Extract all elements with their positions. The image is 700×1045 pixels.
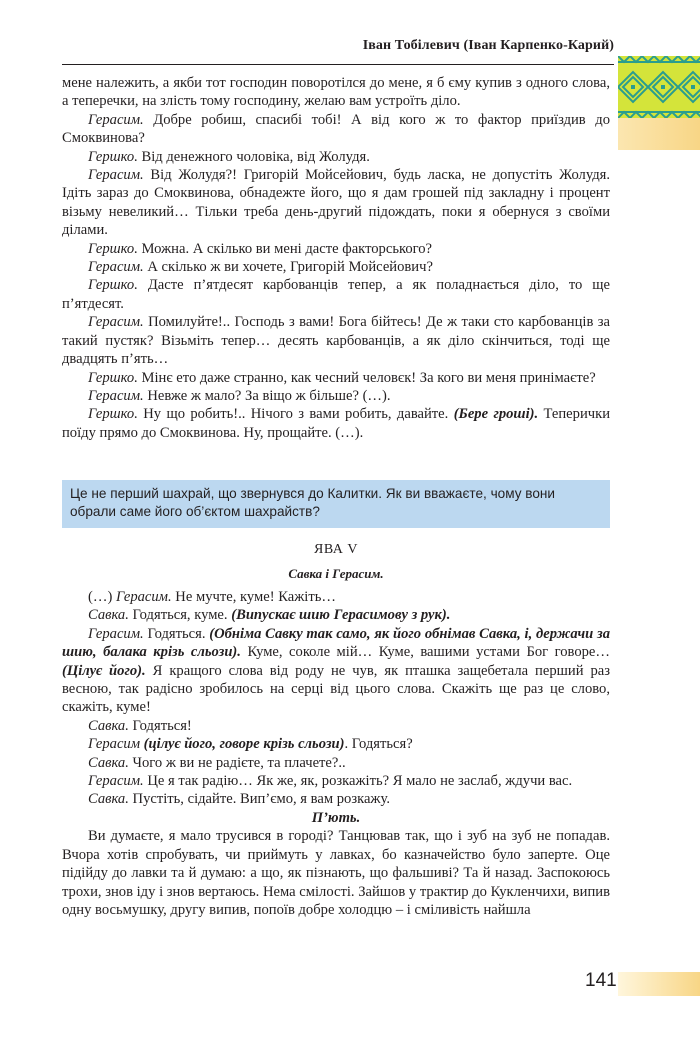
stage-remark: (Бере гроші). (453, 406, 539, 423)
speaker-name: Герасим. (88, 387, 144, 404)
stage-remark: (Випускає шию Герасимову з рук). (231, 607, 451, 624)
stage-remark: (Цілує його). (62, 662, 146, 679)
speaker-name: Савка. (88, 717, 129, 734)
dialogue-text: Від Жолудя?! Григорій Мойсейович, будь ласка, не допустіть Жолудя. Ідіть зараз до Смоквинова, обнадежте його, що я дам грошей під закладну і процент візьму невеликий… Тільки треба день-другий підождать, поки я обернуся з своїми ділами. (62, 167, 610, 239)
dialogue-text: Ну що робить!.. Нічого з вами робить, давайте. (137, 406, 454, 423)
dialogue-text: Чого ж ви не радієте, та плачете?.. (128, 754, 346, 771)
dialogue-text: Дасте п’ятдесят карбованців тепер, а як поладнається діло, то ще п’ятдесят. (62, 277, 610, 312)
speaker-name: Гершко. (88, 240, 138, 257)
header-rule (62, 64, 614, 65)
dialogue-text: Годяться, куме. (128, 607, 232, 624)
decorative-strip (618, 118, 700, 150)
question-box: Це не перший шахрай, що звернувся до Калитки. Як ви вважаєте, чому вони обрали саме його об’єктом шахрайств? (62, 480, 610, 528)
paragraph (62, 258, 610, 276)
dialogue-text: Не мучте, куме! Кажіть… (171, 589, 336, 605)
paragraph (62, 111, 610, 148)
dialogue-text: Це я так радію… Як же, як, розкажіть? Я мало не заслаб, ждучи вас. (143, 773, 573, 790)
paragraph (62, 387, 610, 405)
speaker-name: Гершко. (88, 406, 138, 423)
paragraph (62, 827, 610, 919)
paragraph (62, 772, 610, 790)
paragraph (62, 735, 610, 753)
paragraph (62, 754, 610, 772)
dialogue-text: А скілько ж ви хочете, Григорій Мойсейович? (143, 259, 433, 276)
page-number-strip (618, 972, 700, 996)
speaker-name: Герасим. (88, 773, 144, 790)
speaker-name: Савка. (88, 754, 129, 771)
dialogue-text: Мінє ето даже странно, как чесний человєк! За кого ви меня принімаєте? (137, 369, 596, 386)
dialogue-text: Від денежного чоловіка, від Жолудя. (137, 148, 370, 165)
paragraph (62, 240, 610, 258)
dialogue-text: Я кращого слова від роду не чув, як пташка защебетала перший раз весною, так радісно зробилось на серці від цього слова. Скажіть ще раз це слово, скажіть, куме! (62, 662, 611, 716)
paragraph (62, 74, 610, 111)
paragraph (62, 276, 610, 313)
speaker-name: Герасим (88, 736, 141, 753)
paragraph (62, 148, 610, 166)
paragraph (62, 625, 610, 717)
paragraph (62, 606, 610, 624)
dialogue-text: Невже ж мало? За віщо ж більше? (…). (143, 387, 391, 404)
stage-direction: П’ють. (311, 809, 361, 826)
paragraph (62, 717, 610, 735)
speaker-name: Гершко. (88, 369, 138, 386)
stage-remark: (Обніма Савку так само, як його обнімав Савка, і, держачи за шию, балака крізь сльози). (62, 625, 610, 661)
stage-remark: (цілує його, говоре крізь сльози) (140, 736, 345, 753)
text-block-top (62, 74, 610, 442)
dialogue-text: Годяться! (128, 717, 192, 734)
speaker-name: Герасим. (88, 314, 144, 331)
speaker-name: Герасим. (88, 111, 144, 128)
speaker-name: Герасим. (115, 589, 172, 605)
dialogue-text: Годяться. (143, 625, 210, 642)
dialogue-text: Можна. А скілько ви мені дасте факторського? (137, 240, 433, 257)
text-block-bottom (62, 588, 610, 919)
speaker-name: Савка. (88, 791, 129, 808)
paragraph (62, 790, 610, 808)
dialogue-text: (…) (88, 589, 116, 605)
speaker-name: Герасим. (88, 167, 144, 184)
scene-characters: Савка і Герасим. (288, 566, 384, 581)
paragraph (62, 313, 610, 368)
paragraph (62, 809, 610, 827)
paragraph (62, 405, 610, 442)
speaker-name: Герасим. (88, 259, 144, 276)
paragraph (62, 369, 610, 387)
dialogue-text: Добре робиш, спасибі тобі! А від кого ж то фактор приїздив до Смоквинова? (62, 111, 610, 147)
dialogue-text: Помилуйте!.. Господь з вами! Бога бійтесь! Де ж таки сто карбованців за такий пустяк? Візьміть тепер… десять карбованців, а як діло скінчиться, тоді ще двадцять п’ять… (62, 314, 610, 368)
paragraph (62, 166, 610, 240)
scene-title: ЯВА V (313, 542, 358, 557)
ornament-icon (618, 56, 700, 118)
speaker-name: Савка. (88, 607, 129, 624)
paragraph (62, 588, 610, 606)
dialogue-text: Теперички поїду прямо до Смоквинова. Ну, прощайте. (…). (62, 406, 611, 441)
running-title: Іван Тобілевич (Іван Карпенко-Карий) (362, 38, 614, 53)
dialogue-text: Куме, соколе мій… Куме, вашими устами Бог говоре… (240, 644, 611, 661)
dialogue-text: Ви думаєте, я мало трусився в городі? Танцював так, що і зуб на зуб не попадав. Вчора хотів спробувать, чи приймуть у лавках, бо казначейство було заперте. Оце підійду до лавки та й думаю: а що, як пізнають, що фальшиві? Та й назад. Заспокоюсь трохи, знов іду і знов вертаюсь. Нема смілості. Зайшов у трактир до Кукленчихи, випив одну восьмушку, другу випив, попоїв добре холодцю – і сміливість найшла (62, 828, 610, 918)
dialogue-text: . Годяться? (344, 736, 413, 753)
page-number: 141 (585, 970, 617, 991)
dialogue-text: мене належить, а якби тот господин поворотілся до мене, я б єму купив з одного слова, а теперечки, на злість тому господину, желаю вам устроїть діло. (62, 75, 610, 110)
speaker-name: Гершко. (88, 148, 138, 165)
dialogue-text: Пустіть, сідайте. Вип’ємо, я вам розкажу. (128, 791, 390, 808)
speaker-name: Герасим. (88, 625, 144, 642)
speaker-name: Гершко. (88, 277, 138, 294)
